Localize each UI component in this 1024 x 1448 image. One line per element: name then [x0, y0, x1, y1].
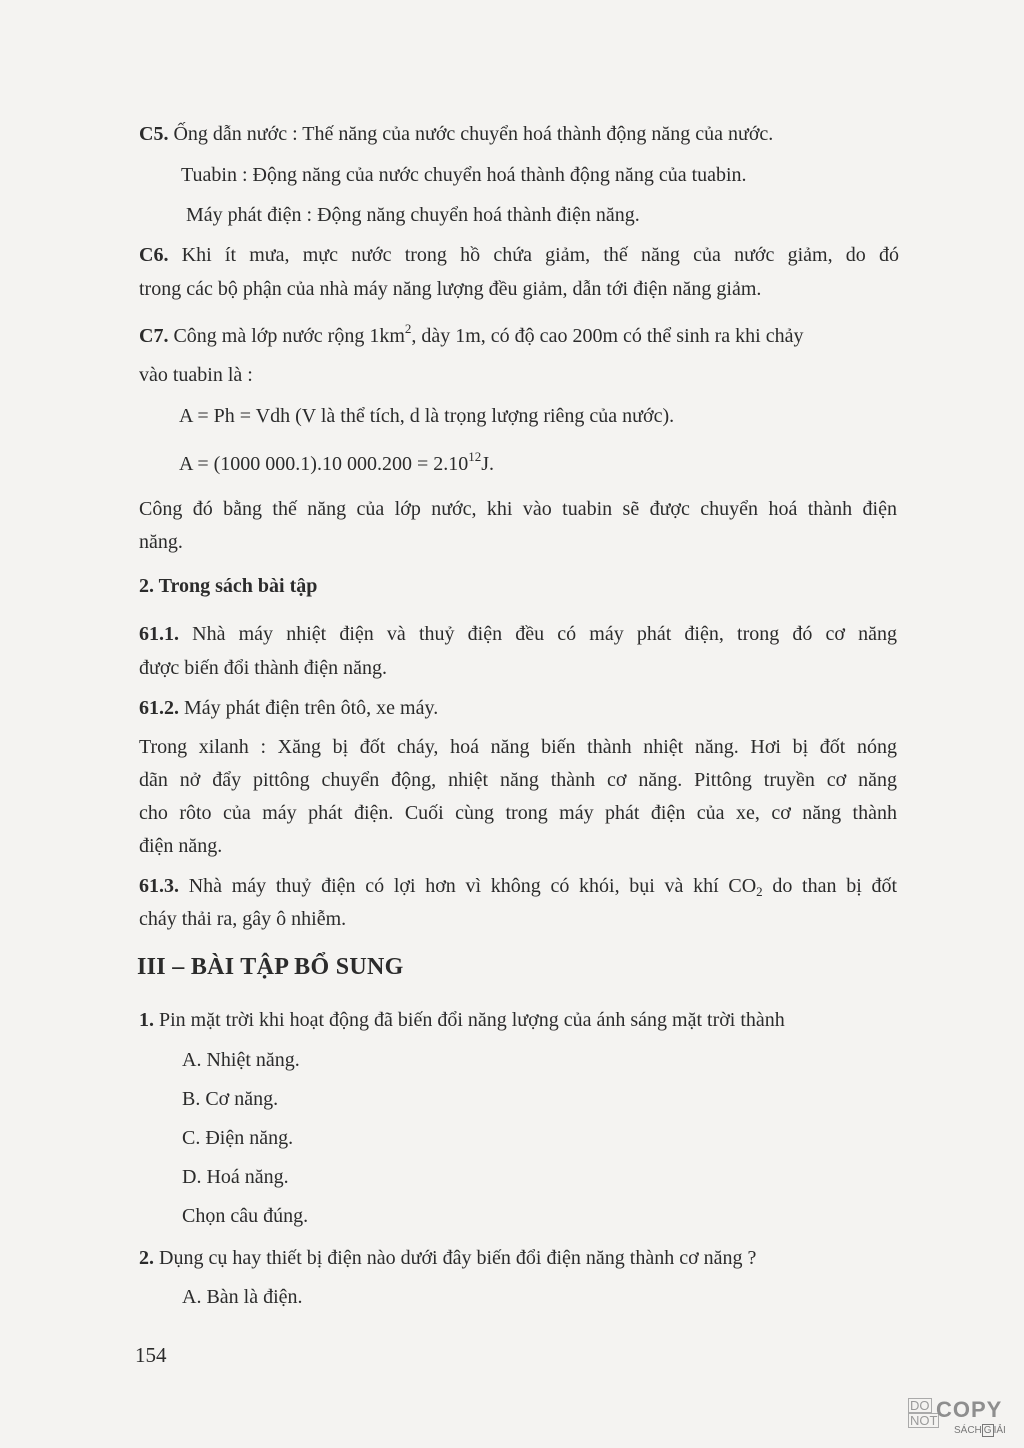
- c7-label: C7.: [139, 325, 169, 347]
- q1-instruction: Chọn câu đúng.: [182, 1205, 309, 1227]
- c5-line-1: C5. Ống dẫn nước : Thế năng của nước chuyển hoá thành động năng của nước.: [139, 123, 774, 145]
- c7-line-1: C7. Công mà lớp nước rộng $1km^2$, dày 1m, có độ cao 200m có thể sinh ra khi chảy: [139, 321, 804, 347]
- q1-option-a: A. Nhiệt năng.: [182, 1049, 300, 1071]
- q1-option-d: D. Hoá năng.: [182, 1166, 289, 1188]
- ex-61-2-line-1: 61.2. Máy phát điện trên ôtô, xe máy.: [139, 697, 439, 719]
- section-3-heading: III – BÀI TẬP BỔ SUNG: [137, 954, 404, 980]
- ex-61-2-line-4: cho rôto của máy phát điện. Cuối cùng trong máy phát điện của xe, cơ năng thành: [139, 802, 897, 824]
- c7-line-3: Công đó bằng thế năng của lớp nước, khi vào tuabin sẽ được chuyển hoá thành điện: [139, 498, 897, 520]
- c6-line-2: trong các bộ phận của nhà máy năng lượng đều giảm, dẫn tới điện năng giảm.: [139, 278, 762, 300]
- page-number: 154: [135, 1343, 167, 1367]
- c6-line-1: C6. Khi ít mưa, mực nước trong hồ chứa giảm, thế năng của nước giảm, do đó: [139, 244, 899, 266]
- c5-label: C5.: [139, 123, 169, 145]
- stamp-do: DO: [910, 1398, 930, 1413]
- ex-61-2-line-5: điện năng.: [139, 835, 223, 857]
- c7-line-4: năng.: [139, 531, 183, 553]
- ex-61-2-line-2: Trong xilanh : Xăng bị đốt cháy, hoá năng biến thành nhiệt năng. Hơi bị đốt nóng: [139, 736, 897, 758]
- q1-option-c: C. Điện năng.: [182, 1127, 294, 1149]
- c6-label: C6.: [139, 244, 169, 266]
- c7-formula-1: A = Ph = Vdh (V là thể tích, d là trọng lượng riêng của nước).: [179, 405, 675, 427]
- q2-text: 2. Dụng cụ hay thiết bị điện nào dưới đây biến đổi điện năng thành cơ năng ?: [139, 1247, 757, 1269]
- ex-61-2-line-3: dãn nở đẩy pittông chuyển động, nhiệt năng thành cơ năng. Pittông truyền cơ năng: [139, 769, 897, 791]
- stamp-not: NOT: [910, 1413, 938, 1428]
- ex-61-3-line-2: cháy thải ra, gây ô nhiễm.: [139, 908, 347, 930]
- ex-61-3-line-1: 61.3. Nhà máy thuỷ điện có lợi hơn vì không có khói, bụi và khí $CO_2$ do than bị đốt: [139, 875, 898, 899]
- q2-option-a: A. Bàn là điện.: [182, 1286, 303, 1308]
- do-not-copy-stamp: [906, 1396, 1010, 1440]
- ex-61-1-line-1: 61.1. Nhà máy nhiệt điện và thuỷ điện đều có máy phát điện, trong đó cơ năng: [139, 623, 897, 645]
- c5-line-3: Máy phát điện : Động năng chuyển hoá thành điện năng.: [186, 204, 640, 226]
- q1-label: 1.: [139, 1009, 154, 1031]
- c7-line-2: vào tuabin là :: [139, 364, 253, 386]
- ex-61-1-label: 61.1.: [139, 623, 179, 645]
- q1-text: 1. Pin mặt trời khi hoạt động đã biến đổi năng lượng của ánh sáng mặt trời thành: [139, 1009, 785, 1031]
- q2-label: 2.: [139, 1247, 154, 1269]
- stamp-copy: COPY: [936, 1397, 1003, 1422]
- ex-61-3-label: 61.3.: [139, 875, 179, 897]
- c5-line-2: Tuabin : Động năng của nước chuyển hoá thành động năng của tuabin.: [181, 164, 747, 186]
- section-2-heading: 2. Trong sách bài tập: [139, 575, 318, 597]
- c7-formula-2: A = (1000 000.1).10 $000.200 = 2.10^{12}J$.: [179, 449, 495, 475]
- ex-61-1-line-2: được biến đổi thành điện năng.: [139, 657, 388, 679]
- q1-option-b: B. Cơ năng.: [182, 1088, 279, 1110]
- ex-61-2-label: 61.2.: [139, 697, 179, 719]
- stamp-brand: SÁCH G IẢI: [954, 1425, 1006, 1436]
